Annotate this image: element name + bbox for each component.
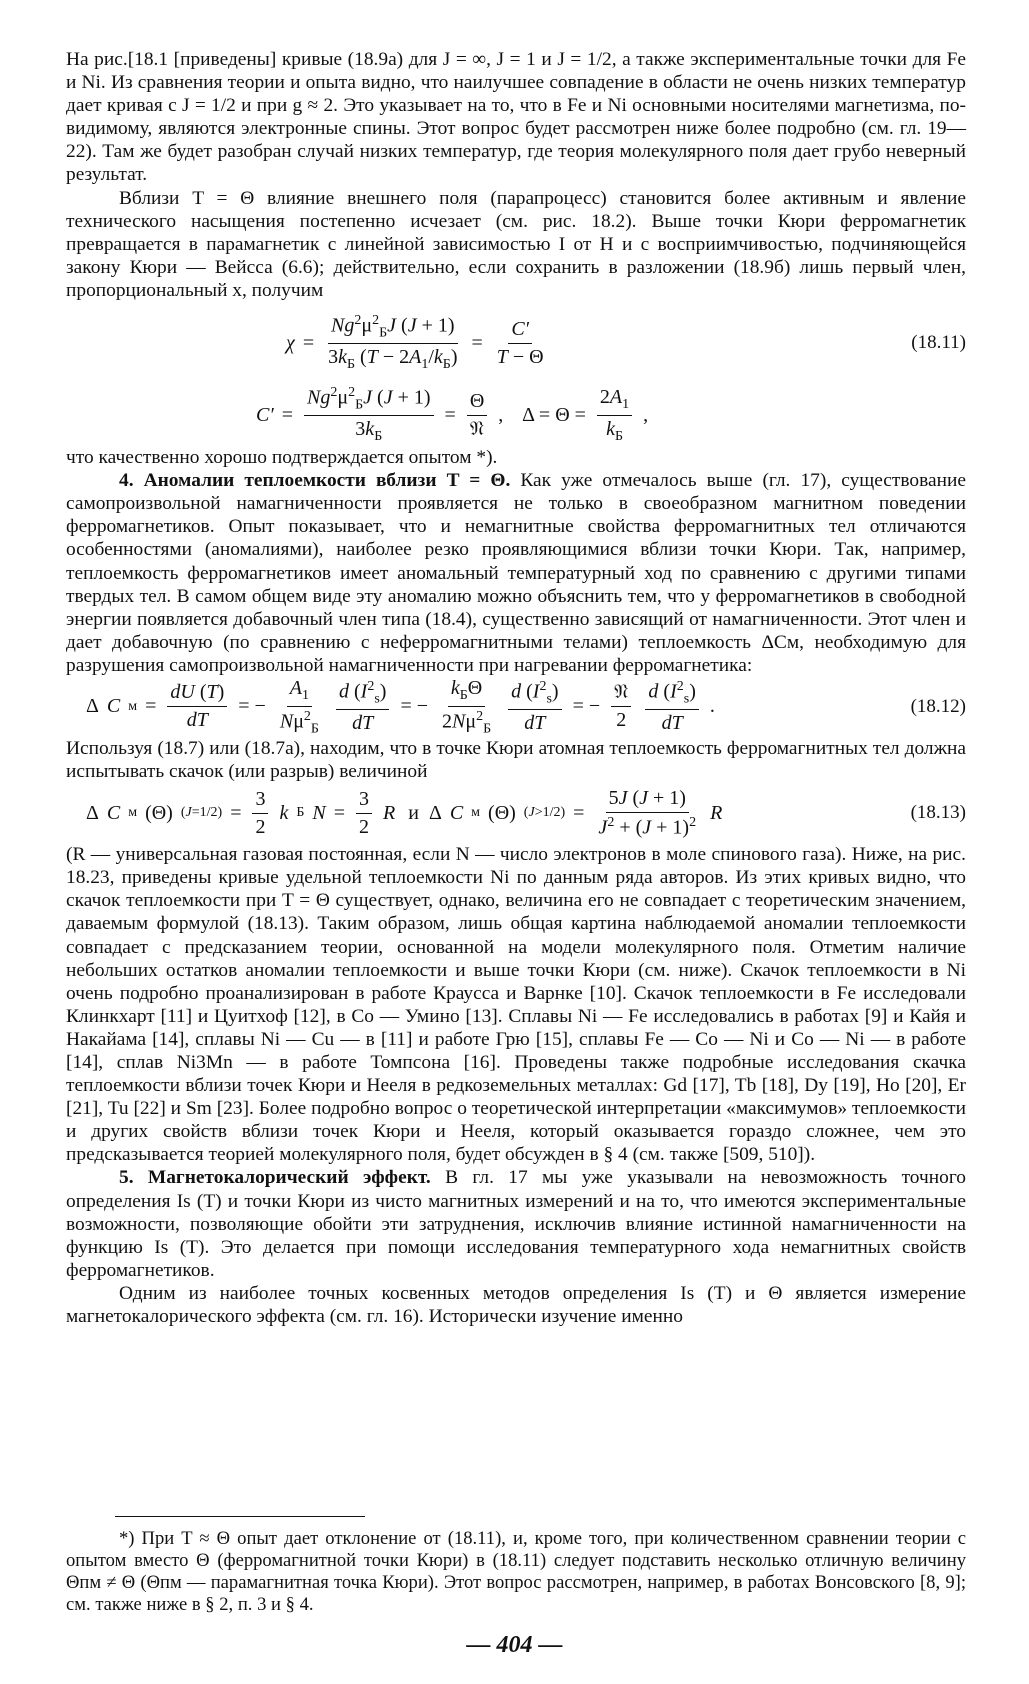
equation-18-11: χ = $\frac{Ng^2\mu^2_БJ (J + 1)}{3k_Б (T - 2A_1/k_Б)}$ = $\frac{C'}{T - \Theta}$ (18.11) <box>66 302 966 384</box>
section-heading-5: 5. Магнетокалорический эффект. <box>119 1167 431 1189</box>
footnote: *) При T ≈ Θ опыт дает отклонение от (18.11), и, кроме того, при количественном сравнении теории с опытом вместо Θ (ферромагнитной точки Кюри) в (18.11) следует подставить несколько отличную величину Θпм ≠ Θ (Θпм — парамагнитная точка Кюри). Этот вопрос рассмотрен, например, в работах Вонсовского [8, 9]; см. также ниже в § 2, п. 3 и § 4. <box>66 1528 966 1615</box>
paragraph-8: Одним из наиболее точных косвенных методов определения Is (T) и Θ является измерение магнетокалорического эффекта (см. гл. 16). Исторически изучение именно <box>66 1282 966 1328</box>
equation-number: (18.11) <box>911 332 966 354</box>
paragraph-4: 4. Аномалии теплоемкости вблизи T = Θ. Как уже отмечалось выше (гл. 17), существование самопроизвольной намагниченности проявляется не только в своеобразном магнитном поведении ферромагнетиков. Опыт показывает, что и немагнитные свойства ферромагнитных тел отличаются особенностями (аномалиями), наиболее резко проявляющимися вблизи точки Кюри. Так, например, теплоемкость ферромагнетиков имеет аномальный температурный ход по сравнению с другими типами твердых тел. В самом общем виде эту аномалию можно объяснить тем, что у ферромагнетиков в свободной энергии появляется добавочный член типа (18.4), существенно зависящий от намагниченности. Этот член и дает добавочную (по сравнению с неферромагнитными телами) теплоемкость ΔCм, необходимую для разрушения самопроизвольной намагниченности при нагревании ферромагнетика: <box>66 470 966 676</box>
paragraph-6: (R — универсальная газовая постоянная, если N — число электронов в моле спинового газа). Ниже, на рис. 18.23, приведены кривые удельной теплоемкости Ni по данным ряда авторов. Из этих кривых видно, что скачок теплоемкости при T = Θ существует, однако, величина его не совпадает с теоретическим значением, даваемым формулой (18.13). Таким образом, лишь общая картина наблюдаемой аномалии теплоемкости совпадает с предсказанием теории, основанной на модели молекулярного поля. Отметим наличие небольших остатков аномалии теплоемкости и выше точки Кюри (см. ниже). Скачок теплоемкости в Ni очень подробно проанализирован в работе Краусса и Варнке [10]. Скачок теплоемкости в Fe исследовали Клинкхарт [11] и Цуитхоф [12], в Co — Умино [13]. Сплавы Ni — Fe исследовались в работах [9] и Кайя и Накайама [14], сплавы Ni — Cu — в [11] и работе Грю [15], сплавы Fe — Co — Ni и Co — Ni — в работе [14], сплав Ni3Mn — в работе Томпсона [16]. Проведены также подробные исследования скачка теплоемкости вблизи точек Кюри и Нееля в редкоземельных металлах: Gd [17], Tb [18], Dy [19], Ho [20], Er [21], Tu [22] и Sm [23]. Более подробно вопрос о теоретической интерпретации «максимумов» теплоемкости и других свойств вблизи точек Кюри и Нееля, который оказывается гораздо сложнее, чем это предсказывается теорией молекулярного поля, будет обсужден в § 4 (см. также [509, 510]). <box>66 844 966 1166</box>
equation-number: (18.12) <box>910 695 966 717</box>
equation-number: (18.13) <box>910 802 966 824</box>
paragraph-1: На рис.[18.1 [приведены] кривые (18.9а) для J = ∞, J = 1 и J = 1/2, а также экспериментальные точки для Fe и Ni. Из сравнения теории и опыта видно, что наилучшее совпадение в области не очень низких температур дает кривая с J = 1/2 и при g ≈ 2. Это указывает на то, что в Fe и Ni основными носителями магнетизма, по-видимому, являются электронные спины. Этот вопрос будет рассмотрен ниже более подробно (см. гл. 19—22). Там же будет разобран случай низких температур, где теория молекулярного поля дает грубо неверный результат. <box>66 49 966 186</box>
equation-18-12: Δ C м = $\frac{dU (T)}{dT}$ = − $\frac{A_1}{N\mu^2_Б}$ $\frac{d (I^2_s)}{dT}$ = − $\frac{k_Б\Theta}{2N\mu^2_Б}$ $\frac{d (I^2_s)}{dT}$ = − $\frac{\text{𝔑}}{2}$ $\frac{d (I^2_s)}{dT}$ . (18.12) <box>86 676 966 737</box>
section-heading-4: 4. Аномалии теплоемкости вблизи T = Θ. <box>119 470 511 492</box>
footnote-block <box>66 1528 966 1616</box>
footnote-rule <box>115 1516 365 1517</box>
page-number: — 404 — <box>466 1632 563 1658</box>
paragraph-5: Используя (18.7) или (18.7а), находим, что в точке Кюри атомная теплоемкость ферромагнитных тел должна испытывать скачок (или разрыв) величиной <box>66 737 966 783</box>
paragraph-7: 5. Магнетокалорический эффект. В гл. 17 мы уже указывали на невозможность точного определения Is (T) и точки Кюри из чисто магнитных измерений и на то, что имеются экспериментальные возможности, позволяющие обойти эти затруднения, исключив влияние истинной намагниченности на функцию Is (T). Это делается при помощи исследования температурного хода немагнитных свойств ферромагнетиков. <box>66 1167 966 1281</box>
equation-c-prime: C′ = $\frac{Ng^2\mu^2_БJ (J + 1)}{3k_Б}$ = $\frac{\Theta}{\text{𝔑}}$ , Δ = Θ = $\frac{2A_1}{k_Б}$ , <box>256 384 649 445</box>
paragraph-2: Вблизи T = Θ влияние внешнего поля (парапроцесс) становится более активным и явление технического насыщения постепенно исчезает (см. рис. 18.2). Выше точки Кюри ферромагнетик превращается в парамагнетик с линейной зависимостью I от H и с восприимчивостью, подчиняющейся закону Кюри — Вейсса (6.6); действительно, если сохранить в разложении (18.9б) лишь первый член, пропорциональный x, получим <box>66 187 966 301</box>
equation-18-13: Δ C м (Θ) (J=1/2) = $\frac{3}{2}$ k Б N = $\frac{3}{2}$ R и Δ C м (Θ) (J>1/2) = $\frac{5J (J + 1)}{J^2 + (J + 1)^2}$ R (18.13) <box>66 783 966 843</box>
text-column <box>66 48 966 1328</box>
paragraph-3: что качественно хорошо подтверждается опытом *). <box>66 447 498 469</box>
